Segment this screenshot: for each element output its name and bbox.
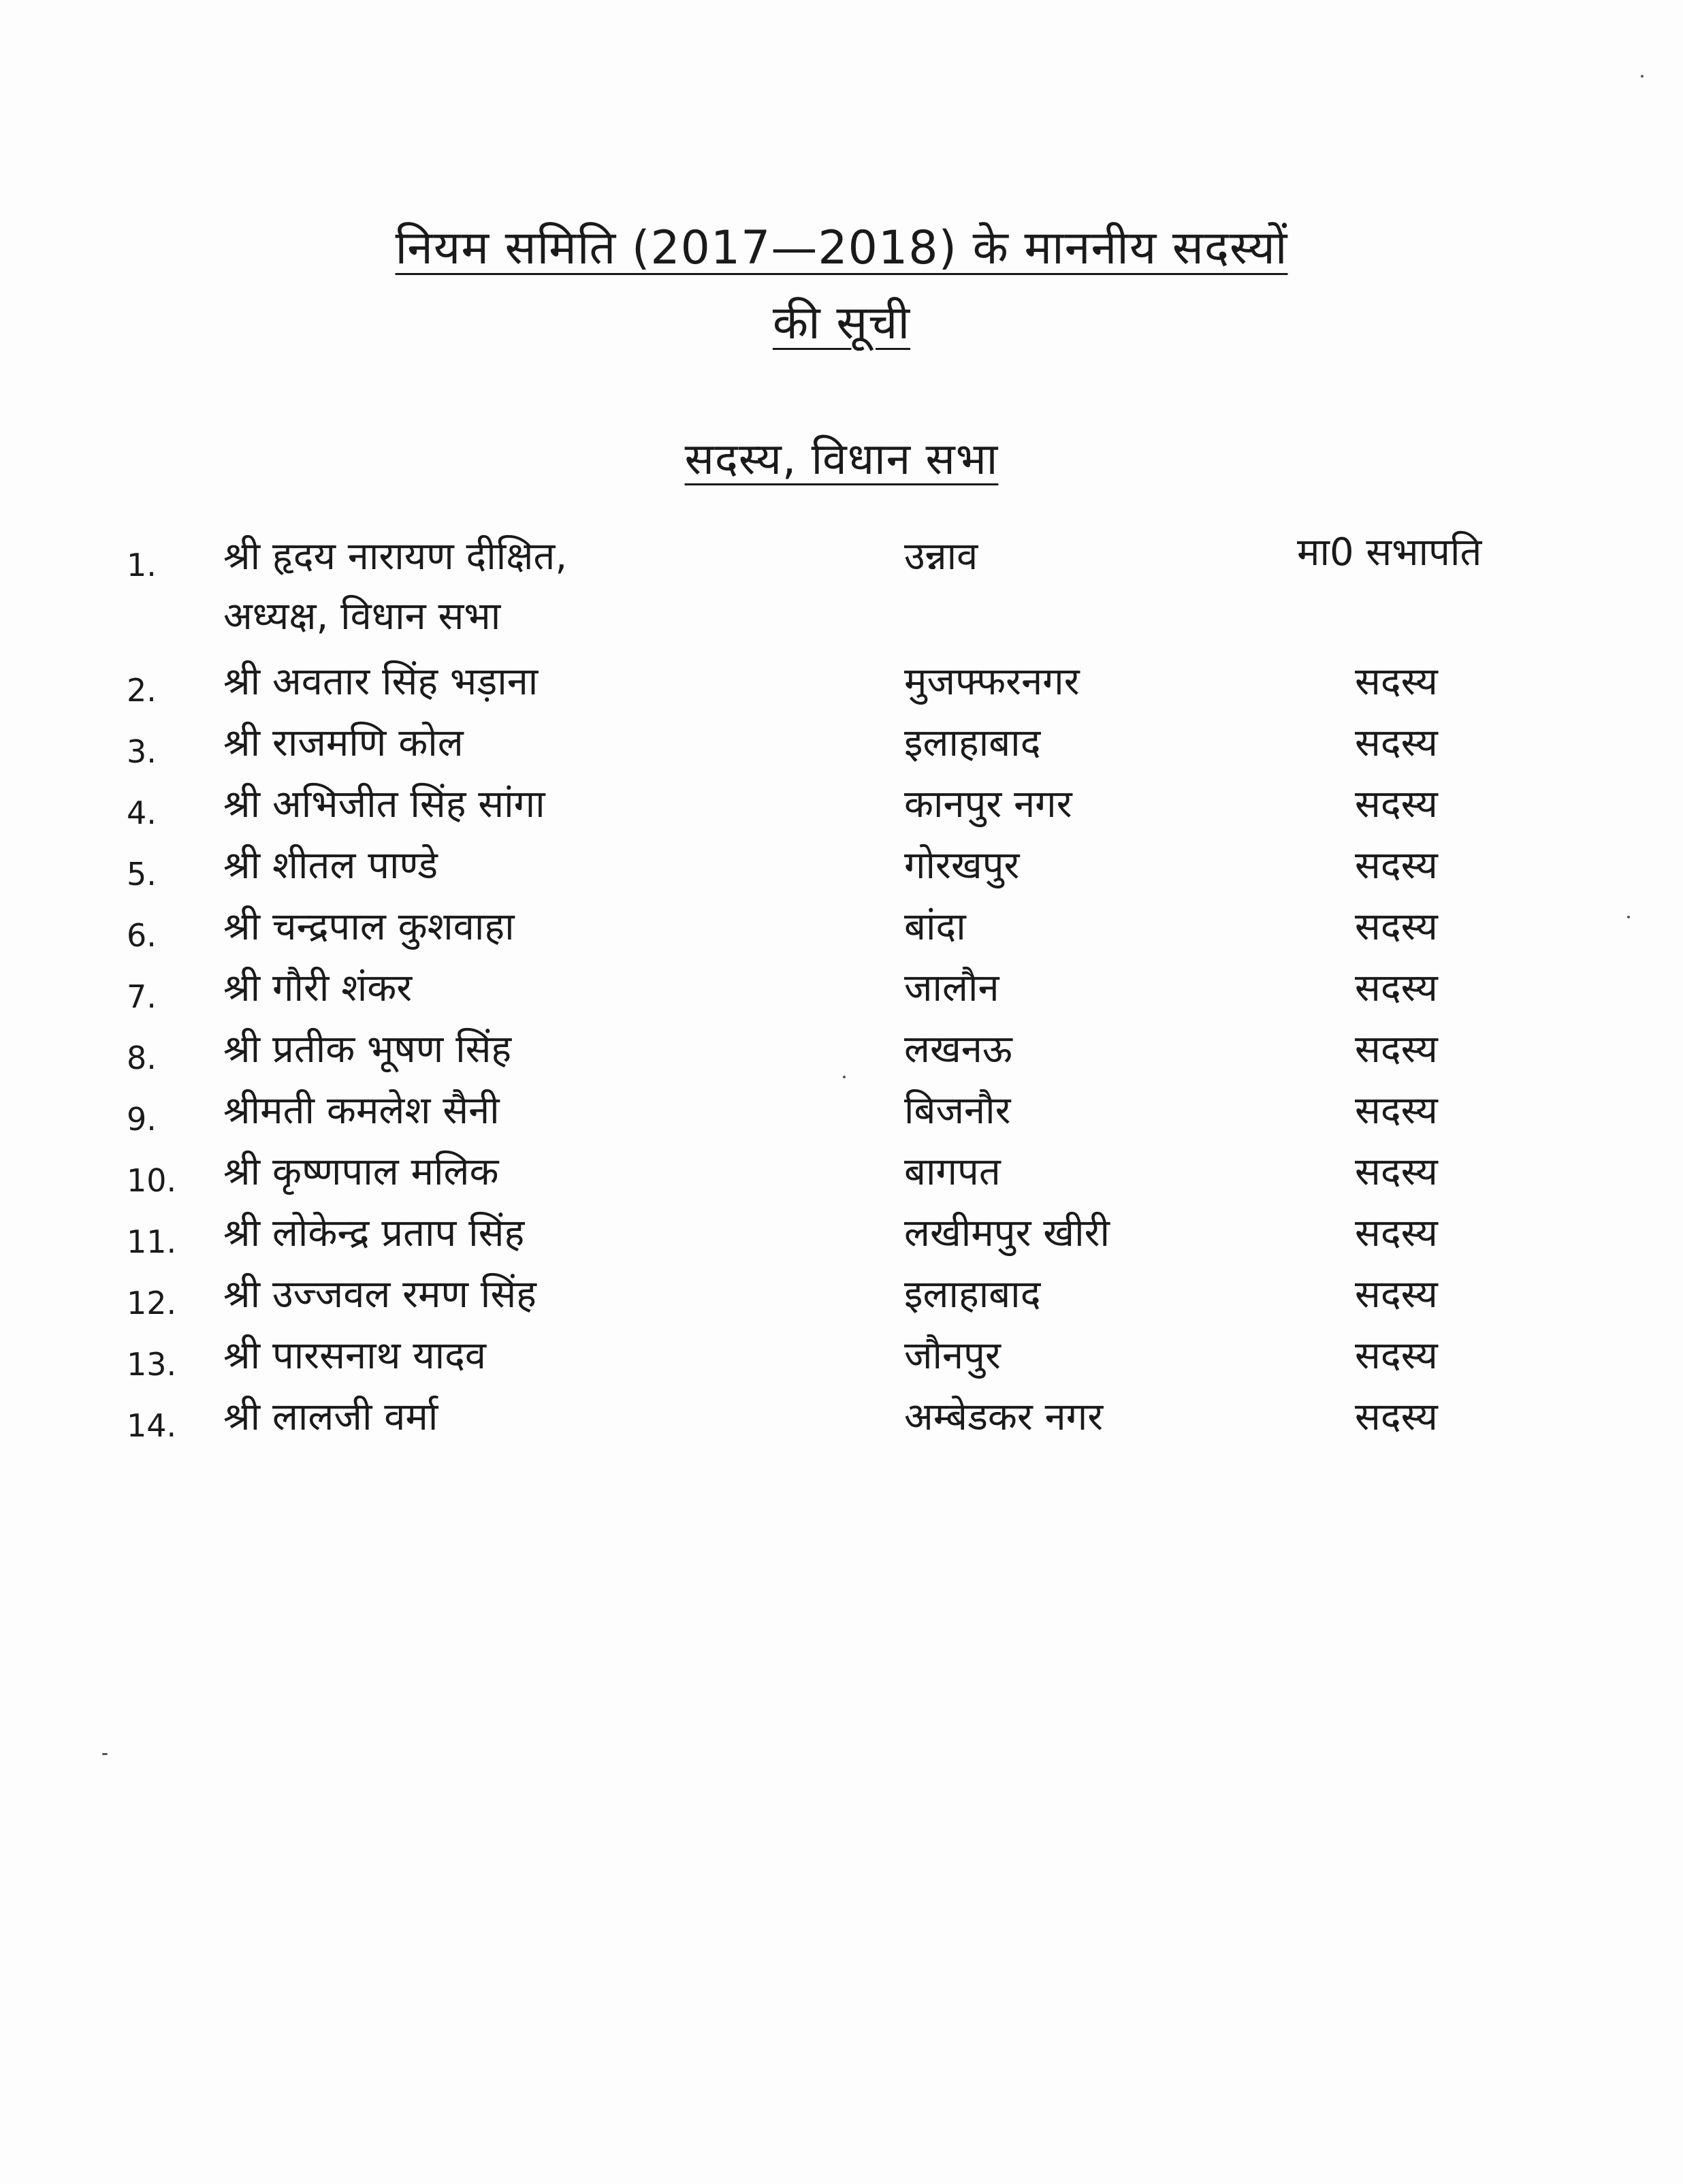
member-role: सदस्य [1355, 1150, 1438, 1194]
member-constituency: जौनपुर [904, 1334, 1001, 1378]
member-row-1 [0, 530, 1683, 584]
member-constituency: लखीमपुर खीरी [904, 1211, 1110, 1255]
member-constituency: इलाहाबाद [904, 1272, 1041, 1317]
member-role: सदस्य [1355, 1395, 1438, 1439]
member-name: श्री लोकेन्द्र प्रताप सिंह [223, 1211, 525, 1255]
member-role: सदस्य [1355, 660, 1438, 704]
member-role: मा0 सभापति [1297, 530, 1482, 575]
member-row-7 [0, 961, 1683, 1016]
member-number: 4. [127, 794, 157, 831]
member-name: श्री अवतार सिंह भड़ाना [223, 660, 539, 704]
scan-speck [843, 1076, 846, 1078]
member-role: सदस्य [1355, 1334, 1438, 1378]
member-number: 11. [127, 1223, 177, 1260]
member-name: श्रीमती कमलेश सैनी [223, 1089, 500, 1133]
member-number: 1. [127, 547, 157, 583]
member-constituency: बिजनौर [904, 1089, 1011, 1133]
member-role: सदस्य [1355, 905, 1438, 949]
member-role: सदस्य [1355, 966, 1438, 1010]
member-number: 8. [127, 1040, 157, 1076]
member-name: श्री कृष्णपाल मलिक [223, 1150, 499, 1194]
section-heading-text: सदस्य, विधान सभा [684, 434, 999, 485]
member-name: श्री चन्द्रपाल कुशवाहा [223, 905, 515, 949]
member-constituency: इलाहाबाद [904, 721, 1041, 765]
member-constituency: अम्बेडकर नगर [904, 1395, 1104, 1439]
member-name: श्री पारसनाथ यादव [223, 1334, 487, 1378]
member-name: श्री शीतल पाण्डे [223, 844, 438, 888]
member-row-3 [0, 716, 1683, 771]
member-number: 12. [127, 1285, 177, 1321]
section-heading [0, 429, 1683, 490]
member-name: श्री गौरी शंकर [223, 966, 413, 1010]
member-number: 14. [127, 1407, 177, 1444]
document-title-line-2 [0, 293, 1683, 354]
member-row-13 [0, 1329, 1683, 1383]
member-name: श्री लालजी वर्मा [223, 1395, 438, 1439]
title-text-1: नियम समिति (2017—2018) के माननीय सदस्यों [395, 221, 1288, 275]
member-row-2 [0, 655, 1683, 709]
member-name: श्री प्रतीक भूषण सिंह [223, 1027, 512, 1072]
member-name: श्री अभिजीत सिंह सांगा [223, 782, 545, 826]
member-row-14 [0, 1390, 1683, 1445]
scan-speck [1627, 916, 1630, 918]
member-role: सदस्य [1355, 1089, 1438, 1133]
member-name: श्री राजमणि कोल [223, 721, 464, 765]
member-number: 9. [127, 1101, 157, 1138]
member-row-12 [0, 1268, 1683, 1322]
member-role: सदस्य [1355, 1027, 1438, 1072]
member-row-4 [0, 777, 1683, 832]
member-constituency: बागपत [904, 1150, 1001, 1194]
member-constituency: उन्नाव [904, 534, 978, 579]
member-role: सदस्य [1355, 844, 1438, 888]
member-name: श्री उज्जवल रमण सिंह [223, 1272, 536, 1317]
member-number: 5. [127, 856, 157, 893]
member-row-9 [0, 1084, 1683, 1138]
member-constituency: लखनऊ [904, 1027, 1012, 1072]
member-role: सदस्य [1355, 1211, 1438, 1255]
member-row-5 [0, 839, 1683, 893]
member-number: 2. [127, 672, 157, 709]
member-constituency: बांदा [904, 905, 966, 949]
member-number: 6. [127, 917, 157, 954]
member-constituency: मुजफ्फरनगर [904, 660, 1080, 704]
member-constituency: जालौन [904, 966, 999, 1010]
member-row-6 [0, 900, 1683, 954]
member-name: श्री हृदय नारायण दीक्षित, [223, 534, 568, 579]
member-role: सदस्य [1355, 721, 1438, 765]
member-role: सदस्य [1355, 782, 1438, 826]
scan-speck [1641, 75, 1644, 78]
member-role: सदस्य [1355, 1272, 1438, 1317]
member-constituency: कानपुर नगर [904, 782, 1072, 826]
member-number: 10. [127, 1162, 177, 1199]
member-name-line-2: अध्यक्ष, विधान सभा [223, 594, 501, 639]
member-row-8 [0, 1023, 1683, 1077]
member-constituency: गोरखपुर [904, 844, 1020, 888]
document-title-line-1 [0, 218, 1683, 279]
member-row-11 [0, 1206, 1683, 1261]
scan-speck [102, 1753, 108, 1755]
member-number: 3. [127, 733, 157, 770]
title-text-2: की सूची [772, 296, 911, 350]
member-row-10 [0, 1145, 1683, 1200]
member-number: 7. [127, 978, 157, 1015]
member-number: 13. [127, 1346, 177, 1383]
